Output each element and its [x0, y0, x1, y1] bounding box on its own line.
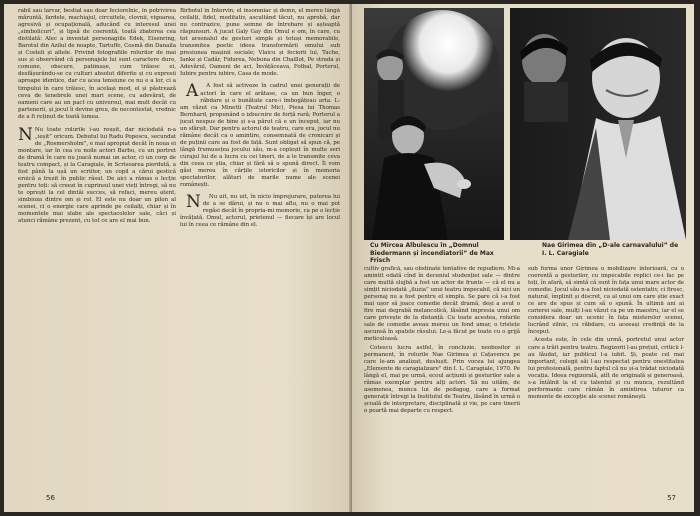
photo-carnavalului	[510, 8, 686, 240]
left-page	[4, 4, 352, 512]
photo-biedermann	[364, 8, 504, 240]
page-number: 57	[667, 494, 676, 502]
paragraph: Cotescu lucra astfel, în concluzie, neobositor și permanent, în rolurile Nae Girimea și Cațavencu pe care le-am analizat, deslușit. Prin vocea lui ajungea „Elemente de caragializare” din I. L. Caragiale, 1970. Pe lângă el, mai pe urmă, ecoul acțiunii și gesturilor sale a rămas exemplar pentru alți actori. Să nu uităm, de asemenea, munca lui de pedagog, care a format generații întregi la Institutul de Teatru, lăsând în urmă o școală de interpretare, disciplinată și vie, pe care tinerii o poartă mai departe cu respect.	[364, 344, 520, 414]
caption-carnavalului: Nae Girimea din „D-ale carnavalului” de I. L. Caragiale	[542, 242, 679, 257]
paragraph: sub forma unor Girimea o mobilizare interioară, cu o coerentă a gesturilor, cu impecabile replici ce-i fac pe toți, în afară, să simtă că sunt în fața unui mare actor de comedie. Jocul său n-a fost niciodată ostentativ, ci firesc, natural, împlinit și discret, ca al unui om care știe exact ce are de spus și cum să o spună. În ultimii ani ai carierei sale, mulți l-au văzut ca pe un maestru, iar el se considera doar un ucenic în fața misterelor scenei, lucrând zilnic, cu răbdare, cu aceeași credință de la început.	[528, 266, 684, 336]
photo-biedermann-image	[364, 8, 504, 240]
right-column-1	[364, 266, 520, 496]
paragraph-dropcap: N Nu toate rolurile i-au reușit, dar niciodată n-a „ieșit” oricum. Debutul lui Radu Popescu, secundat de „Rosmersholm”, e mai apropiat decât în noua ei montare, iar în cea cu noile actori Barbu, cu un portret de dramă în care nu joacă numai un actor, ci un corp de teatru compact, și la Caragiale, în Scrisoarea pierdută, a fost până la ușă un scriitor, un copil a cărui gestică eroică a trezit în public râsul. De aici a rămas o lecție pentru toți: să creezi în cuprinsul unei vieți întregi, să nu te oprești la cel dintâi succes, să refaci, mereu atent, simbioza dintre om și rol. El este nu doar un pilon al scenei, ci o energie care aprinde pe ceilalți, chiar și în momentele mai slabe ale spectacolelor sale, căci și atunci rămâne prezent, cu tot ce are el mai bun.	[18, 124, 176, 225]
page-number: 56	[46, 494, 55, 502]
paragraph: rabil sau larvar, bestial sau doar feciorelnic, în potrivirea măruntă, fardele, machiajul, circuitele, clovnii, vigoarea, agresivă și ocupațională, aducând cu interesul unei „simbolicuri”, și lipsă de coerentă, toată zbaterea cea distilată: Alec a inventat personagiile Edek, Eisenring, Barotul din Azilul de noapte, Tartuffe, Cosmă din Danaila și Costeli și altele. Privind fotografiile rolurilor de mai sus și observând că personajele lui sunt caractere dure, comune, obscure, patimașe, cum trăiesc ei, desfășurându-se cu culturi absolut diferite și cu expresii aproape identice, dar cu acea tensiune ce nu e a lor, ci a timpului în care trăiesc, în același mod, el și păstrează ceva de tenebrele unei mari scene, cu adevărat, de oameni care au un pact cu universul, mai mult decât cu partenerii, și jocul îi devine greu, de necontestat, vrednic de a fi reținut de toată lumea.	[18, 8, 176, 120]
photo-carnavalului-image	[510, 8, 686, 240]
book-spread	[4, 4, 694, 512]
right-page	[352, 4, 694, 512]
paragraph-dropcap: A A fost să activeze în cadrul unei generații de actori în care el arătase, ca un bun înger, o răbdare și o bunătate care-i îmbogățeau arta. L-am văzut ca Minetti (Teatrul Mic), Piesa lui Thomas Bernhard, propunând o izbucnire de forță rară; Porterul a jucat nespus de bine și s-a părut că e un început, iar nu un sfârșit. Dar pentru actorul de teatru, care era, jocul nu rămâne decât ca o amintire, consemnată de cronicari și de puținii care au fost de față. Sunt obligat să spun că, pe lângă frumusețea jocului său, m-a copleșit în multe seri curajul lui de a lucra cu cei tineri, de a le transmite ceva din ceea ce știa, chiar și fără să o spună direct. Îl vom găsi mereu în cărțile istoricilor și în memoria spectatorilor, alături de marile nume ale scenei românești.	[180, 81, 340, 189]
paragraph-dropcap: N Nu uit, nu uit, în nicio împrejurare, puterea lui de a se dărui, și nu o mai aflu, nu o mai pot regăsi decât în propria-mi memorie, ca pe o lecție învățată. Omul, actorul, prietenul — fiecare își are locul lui în ceea ce rămâne din el.	[180, 192, 340, 229]
caption-biedermann: Cu Mircea Albulescu în „Domnul Biedermann și incendiatorii” de Max Frisch	[370, 242, 494, 264]
left-column-2	[180, 8, 340, 488]
paragraph: cultiv grafică, sau obstinate tentative de repudiere. Mi-a amintit odată cînd în deceniul studenției sale — dintre care multă slujbă a fost un actor de frunte — că el nu a simțit niciodată „iluzia” unui teatru impecabil, că nici un personaj nu a fost pentru el simplu. Se pare că i-a fost mai ușor să joace comedie decât dramă, deși a avut o fire mai degrabă melancolică, lăsând impresia unui om care privește de la distanță. Cu toate acestea, rolurile sale de comedie aveau mereu un fond amar, o tristețe ascunsă în spatele râsului. Le-a făcut pe toate cu o grijă meticuloasă.	[364, 266, 520, 343]
left-column-1	[18, 8, 176, 488]
paragraph: Birbotul în Intervin, el insomniac și demn, el mereu lângă ceilalți, fidel, meditativ, ascultând tăcut, nu aprobă, dar nu contrazice, pune semne de întrebare și așteaptă răspunsuri. A jucat Galy Gay din Omul e om, în care, cu tot arsenalul de gesturi simple și totuși memorabile, transmitea poetic ideea transformării omului sub presiunea mașinii sociale; Vlaicu și feciorii lui, Tache, Ianke și Cadâr, Fidurea, Nebuna din Chaillot, Pe strada și Adevărul, Oameni de aci, Învățăceava, Fotbal, Porterul, Iubire pentru iubire, Casa de mode.	[180, 8, 340, 78]
paragraph: Acesta este, în cele din urmă, portretul unui actor care a trăit pentru teatru. Regizorii l-au prețuit, criticii l-au lăudat, iar publicul l-a iubit. Și, poate cel mai important, colegii săi l-au respectat pentru onestitatea lui profesională, pentru faptul că nu și-a trădat niciodată vocația. Ideea regizorală, atît de originală și generoasă, s-a întâlnit la el cu talentul și cu munca, rezultând performanțe care rămân în amintirea tuturor ca momente de excepție ale scenei românești.	[528, 337, 684, 400]
right-column-2	[528, 266, 684, 480]
